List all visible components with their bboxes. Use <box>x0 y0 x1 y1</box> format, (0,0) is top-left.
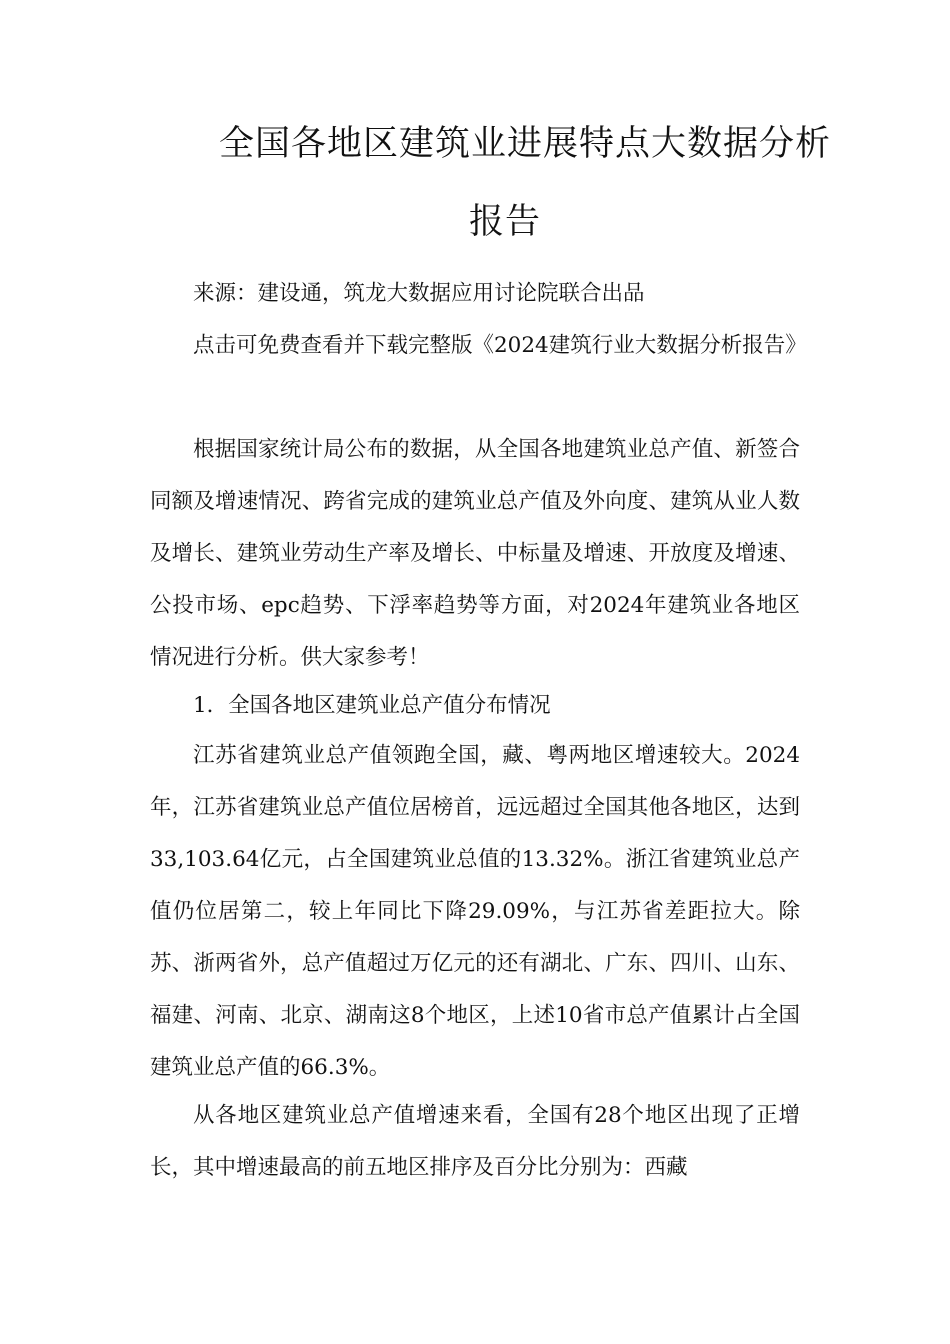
section-1-heading: 1．全国各地区建筑业总产值分布情况 <box>193 693 551 718</box>
section-1-paragraph-1: 江苏省建筑业总产值领跑全国，藏、粤两地区增速较大。2024年，江苏省建筑业总产值位居榜首，远远超过全国其他各地区，达到33,103.64亿元，占全国建筑业总值的13.32%。浙江省建筑业总产值仍位居第二，较上年同比下降29.09%，与江苏省差距拉大。除苏、浙两省外，总产值超过万亿元的还有湖北、广东、四川、山东、福建、河南、北京、湖南这8个地区，上述10省市总产值累计占全国建筑业总产值的66.3%。 <box>150 743 800 1080</box>
download-report-link[interactable]: 点击可免费查看并下载完整版《2024建筑行业大数据分析报告》 <box>193 333 807 358</box>
section-1-paragraph-2: 从各地区建筑业总产值增速来看，全国有28个地区出现了正增长，其中增速最高的前五地区排序及百分比分别为：西藏 <box>150 1103 800 1180</box>
document-title-line-2: 报告 <box>468 202 541 242</box>
source-line: 来源：建设通，筑龙大数据应用讨论院联合出品 <box>193 281 645 306</box>
intro-paragraph: 根据国家统计局公布的数据，从全国各地建筑业总产值、新签合同额及增速情况、跨省完成的建筑业总产值及外向度、建筑从业人数及增长、建筑业劳动生产率及增长、中标量及增速、开放度及增速、公投市场、epc趋势、下浮率趋势等方面，对2024年建筑业各地区情况进行分析。供大家参考！ <box>150 437 800 670</box>
document-title-line-1: 全国各地区建筑业进展特点大数据分析 <box>218 124 831 164</box>
